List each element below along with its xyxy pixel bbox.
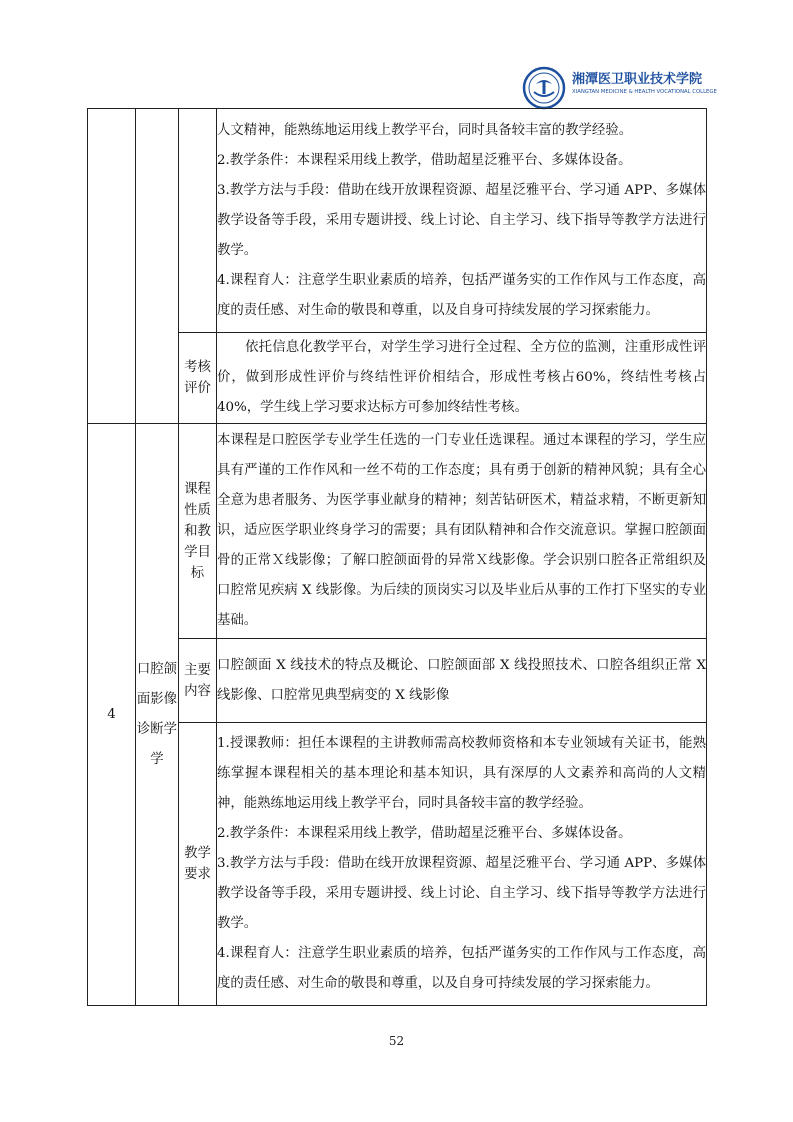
req-item: 4.课程育人：注意学生职业素质的培养，包括严谨务实的工作作风与工作态度，高度的责任感、对生命的敬畏和尊重，以及自身可持续发展的学习探索能力。	[217, 272, 706, 318]
prev-number-cell	[88, 109, 136, 424]
assessment-text	[217, 333, 707, 424]
req-item: 3.教学方法与手段：借助在线开放课程资源、超星泛雅平台、学习通 APP、多媒体教学设备等手段，采用专题讲授、线上讨论、自主学习、线下指导等教学方法进行教学。	[217, 856, 706, 931]
school-name-cn: 湘潭医卫职业技术学院	[572, 72, 703, 87]
prev-label-cell	[179, 109, 217, 333]
content-text	[217, 639, 707, 723]
req-item: 3.教学方法与手段：借助在线开放课程资源、超星泛雅平台、学习通 APP、多媒体教学设备等手段，采用专题讲授、线上讨论、自主学习、线下指导等教学方法进行教学。	[217, 182, 706, 258]
assessment-paragraph: 依托信息化教学平台，对学生学习进行全过程、全方位的监测，注重形成性评价，做到形成性评价与终结性评价相结合，形成性考核占60%，终结性考核占40%，学生线上学习要求达标方可参加终结性考核。	[217, 340, 706, 415]
req-label: 教学要求	[179, 723, 217, 1006]
course-name: 口腔颌面影像诊断学学	[136, 424, 179, 1006]
college-emblem-icon	[522, 66, 568, 110]
nature-paragraph: 本课程是口腔医学专业学生任选的一门专业任选课程。通过本课程的学习，学生应具有严谨的工作作风和一丝不苟的工作态度；具有勇于创新的精神风貌；具有全心全意为患者服务、为医学事业献身的精神；刻苦钻研医术，精益求精，不断更新知识，适应医学职业终身学习的需要；具有团队精神和合作交流意识。掌握口腔颌面骨的正常Ｘ线影像；了解口腔颌面骨的异常Ｘ线影像。学会识别口腔各正常组织及口腔常见疾病 X 线影像。为后续的顶岗实习以及毕业后从事的工作打下坚实的专业基础。	[217, 433, 706, 628]
table-row	[88, 723, 707, 1006]
school-name-en: XIANGTAN MEDICINE & HEALTH VOCATIONAL COLLEGE	[572, 89, 717, 95]
table-row	[88, 333, 707, 424]
req-item: 2.教学条件：本课程采用线上教学，借助超星泛雅平台、多媒体设备。	[217, 152, 632, 168]
prev-name-cell	[136, 109, 179, 424]
college-logo	[522, 66, 717, 110]
course-table	[87, 108, 707, 1006]
content-paragraph: 口腔颌面 X 线技术的特点及概论、口腔颌面部 X 线投照技术、口腔各组织正常 X 线影像、口腔常见典型病变的 X 线影像	[217, 657, 706, 703]
prev-teaching-req	[217, 109, 707, 333]
table-row	[88, 639, 707, 723]
nature-text	[217, 424, 707, 639]
assessment-label: 考核评价	[179, 333, 217, 424]
page-number: 52	[388, 1034, 405, 1048]
content-label: 主要内容	[179, 639, 217, 723]
req-item: 1.授课教师：担任本课程的主讲教师需高校教师资格和本专业领域有关证书，能熟练掌握本课程相关的基本理论和基本知识，具有深厚的人文素养和高尚的人文精神，能熟练地运用线上教学平台，同时具备较丰富的教学经验。	[217, 736, 706, 811]
req-item: 人文精神，能熟练地运用线上教学平台，同时具备较丰富的教学经验。	[217, 122, 633, 138]
table-row	[88, 424, 707, 639]
course-number: 4	[88, 424, 136, 1006]
nature-label: 课程性质和教学目标	[179, 424, 217, 639]
req-item: 2.教学条件：本课程采用线上教学，借助超星泛雅平台、多媒体设备。	[217, 826, 632, 841]
table-row	[88, 109, 707, 333]
req-item: 4.课程育人：注意学生职业素质的培养，包括严谨务实的工作作风与工作态度，高度的责任感、对生命的敬畏和尊重，以及自身可持续发展的学习探索能力。	[217, 946, 706, 991]
req-text	[217, 723, 707, 1006]
